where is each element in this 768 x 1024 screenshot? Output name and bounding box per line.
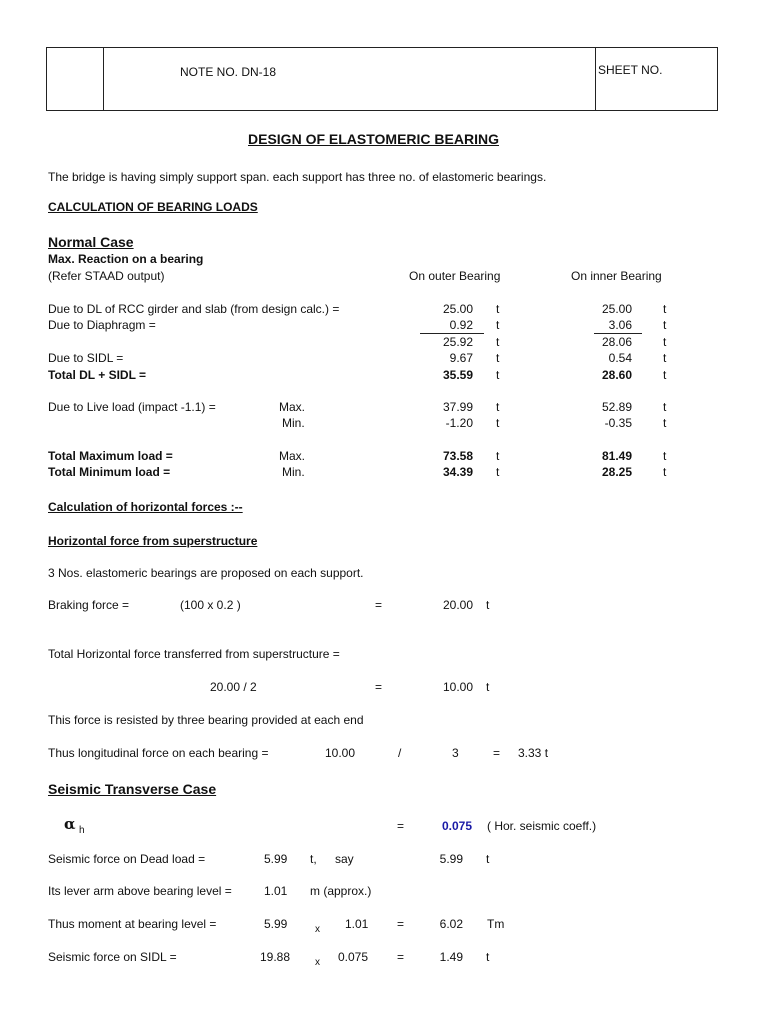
- superstructure-subheading: Horizontal force from superstructure: [48, 534, 258, 548]
- braking-value: 20.00: [442, 598, 473, 612]
- total-max-outer: 73.58: [442, 449, 473, 463]
- row-diaphragm-inner: 3.06: [608, 318, 632, 332]
- live-min-tag: Min.: [282, 416, 305, 430]
- row-total-dl-sidl-outer: 35.59: [442, 368, 473, 382]
- sum-line-inner: [594, 333, 642, 334]
- moment-factor-b: 1.01: [345, 917, 369, 931]
- unit-t: t: [486, 598, 490, 612]
- unit-t: t: [663, 465, 667, 479]
- row-sidl-outer: 9.67: [449, 351, 473, 365]
- unit-t: t: [663, 449, 667, 463]
- seismic-heading: Seismic Transverse Case: [48, 781, 217, 797]
- live-max-tag: Max.: [279, 400, 306, 414]
- live-min-outer: -1.20: [445, 416, 473, 430]
- live-max-outer: 37.99: [442, 400, 473, 414]
- alpha-symbol: α: [64, 815, 76, 833]
- unit-t: t: [663, 416, 667, 430]
- longitudinal-label: Thus longitudinal force on each bearing =: [48, 746, 269, 760]
- live-load-label: Due to Live load (impact -1.1) =: [48, 400, 216, 414]
- seismic-sidl-value: 1.49: [439, 950, 463, 964]
- seismic-dl-value: 5.99: [264, 852, 288, 866]
- seismic-coefficient-note: ( Hor. seismic coeff.): [487, 819, 597, 833]
- braking-label: Braking force =: [48, 598, 130, 612]
- unit-t: t: [663, 368, 667, 382]
- total-min-outer: 34.39: [442, 465, 473, 479]
- total-max-inner: 81.49: [601, 449, 632, 463]
- unit-t: t: [486, 950, 490, 964]
- lever-arm-value: 1.01: [264, 884, 288, 898]
- unit-t: t: [496, 335, 500, 349]
- lever-arm-unit: m (approx.): [310, 884, 372, 898]
- row-sidl-label: Due to SIDL =: [48, 351, 124, 365]
- row-dl-label: Due to DL of RCC girder and slab (from design calc.) =: [48, 302, 340, 316]
- unit-t: t: [496, 449, 500, 463]
- unit-t: t: [496, 318, 500, 332]
- total-min-tag: Min.: [282, 465, 305, 479]
- max-reaction-subheading: Max. Reaction on a bearing: [48, 252, 204, 266]
- row-subtotal-inner: 28.06: [601, 335, 632, 349]
- total-min-label: Total Minimum load =: [48, 465, 171, 479]
- say-text: say: [335, 852, 354, 866]
- multiply-sign: x: [315, 924, 320, 935]
- longitudinal-numerator: 10.00: [325, 746, 356, 760]
- equals-sign: =: [397, 819, 405, 833]
- moment-unit: Tm: [487, 917, 505, 931]
- unit-t: t: [663, 351, 667, 365]
- unit-t: t: [486, 852, 490, 866]
- total-min-inner: 28.25: [601, 465, 632, 479]
- note-number: NOTE NO. DN-18: [180, 65, 277, 79]
- seismic-dl-label: Seismic force on Dead load =: [48, 852, 206, 866]
- header-divider-left: [103, 48, 104, 110]
- unit-t: t: [496, 465, 500, 479]
- longitudinal-denominator: 3: [452, 746, 459, 760]
- row-dl-outer: 25.00: [442, 302, 473, 316]
- divide-sign: /: [398, 746, 402, 760]
- page-title: DESIGN OF ELASTOMERIC BEARING: [248, 131, 499, 147]
- row-total-dl-sidl-inner: 28.60: [601, 368, 632, 382]
- row-total-dl-sidl-label: Total DL + SIDL =: [48, 368, 147, 382]
- row-dl-inner: 25.00: [601, 302, 632, 316]
- unit-t: t: [496, 400, 500, 414]
- equals-sign: =: [493, 746, 501, 760]
- unit-t: t: [663, 335, 667, 349]
- sum-line-outer: [420, 333, 484, 334]
- unit-t: t: [496, 351, 500, 365]
- row-diaphragm-label: Due to Diaphragm =: [48, 318, 156, 332]
- live-max-inner: 52.89: [601, 400, 632, 414]
- equals-sign: =: [397, 950, 405, 964]
- seismic-coefficient: 0.075: [441, 819, 472, 833]
- total-horizontal-label: Total Horizontal force transferred from superstructure =: [48, 647, 340, 661]
- unit-t: t: [496, 302, 500, 316]
- unit-t: t: [496, 416, 500, 430]
- seismic-sidl-factor-b: 0.075: [338, 950, 369, 964]
- equals-sign: =: [375, 598, 383, 612]
- alpha-subscript: h: [79, 825, 85, 836]
- row-subtotal-outer: 25.92: [442, 335, 473, 349]
- horizontal-heading: Calculation of horizontal forces :--: [48, 500, 243, 514]
- unit-t: t: [496, 368, 500, 382]
- moment-label: Thus moment at bearing level =: [48, 917, 217, 931]
- col-outer-bearing: On outer Bearing: [409, 269, 501, 283]
- multiply-sign: x: [315, 957, 320, 968]
- row-diaphragm-outer: 0.92: [449, 318, 473, 332]
- moment-factor-a: 5.99: [264, 917, 288, 931]
- lever-arm-label: Its lever arm above bearing level =: [48, 884, 232, 898]
- refer-staad-note: (Refer STAAD output): [48, 269, 165, 283]
- total-max-tag: Max.: [279, 449, 306, 463]
- intro-text: The bridge is having simply support span. each support has three no. of elastomeric bearings.: [48, 170, 547, 184]
- header-divider-right: [595, 48, 596, 110]
- resisted-text: This force is resisted by three bearing provided at each end: [48, 713, 364, 727]
- live-min-inner: -0.35: [604, 416, 632, 430]
- total-horizontal-expression: 20.00 / 2: [210, 680, 257, 694]
- moment-value: 6.02: [439, 917, 463, 931]
- braking-expression: (100 x 0.2 ): [180, 598, 241, 612]
- sheet-number: SHEET NO.: [598, 63, 663, 77]
- unit-t: t: [486, 680, 490, 694]
- proposal-text: 3 Nos. elastomeric bearings are proposed on each support.: [48, 566, 364, 580]
- normal-case-heading: Normal Case: [48, 234, 134, 250]
- total-horizontal-value: 10.00: [442, 680, 473, 694]
- total-max-label: Total Maximum load =: [48, 449, 173, 463]
- equals-sign: =: [375, 680, 383, 694]
- unit-t: t: [663, 302, 667, 316]
- calc-heading: CALCULATION OF BEARING LOADS: [48, 200, 258, 214]
- header-box: [46, 47, 718, 111]
- col-inner-bearing: On inner Bearing: [571, 269, 662, 283]
- seismic-dl-unit: t,: [310, 852, 317, 866]
- seismic-sidl-label: Seismic force on SIDL =: [48, 950, 177, 964]
- unit-t: t: [663, 400, 667, 414]
- seismic-sidl-factor-a: 19.88: [260, 950, 291, 964]
- equals-sign: =: [397, 917, 405, 931]
- row-sidl-inner: 0.54: [608, 351, 632, 365]
- unit-t: t: [663, 318, 667, 332]
- longitudinal-value: 3.33 t: [518, 746, 549, 760]
- seismic-dl-say-value: 5.99: [439, 852, 463, 866]
